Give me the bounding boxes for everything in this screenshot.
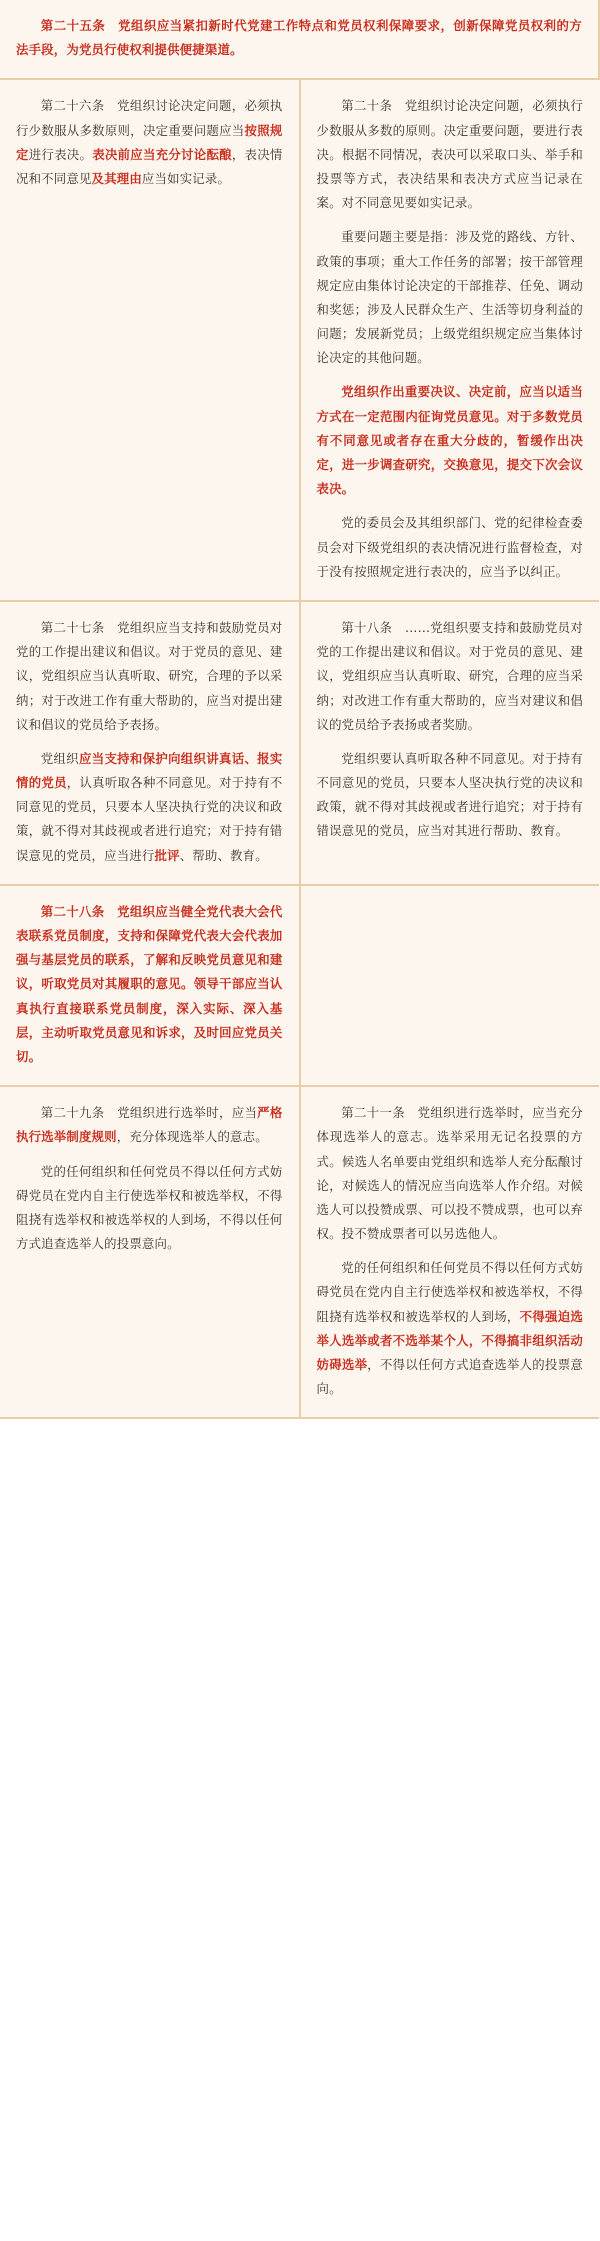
highlighted-text: 应当支持和保护向组织讲真话、报实情的党员: [16, 750, 283, 791]
row-29-right-cell: [300, 1086, 600, 1418]
table-row: [0, 79, 599, 601]
row-26-left-cell: [0, 79, 300, 601]
highlighted-text: 不得强迫选举人选举或者不选举某个人，不得搞非组织活动妨碍选举: [316, 1308, 583, 1372]
paragraph: [317, 511, 584, 584]
table-row: [0, 0, 599, 79]
table-row: [0, 885, 599, 1086]
highlighted-text: 严格执行选举制度规则: [16, 1105, 283, 1145]
highlighted-text: 第二十八条 党组织应当健全党代表大会代表联系党员制度，支持和保障党代表大会代表加强与基层党员的联系，了解和反映党员意见和建议，听取党员对其履职的意见。领导干部应当认真执行直接联系党员制度，深入实际、深入基层，主动听取党员意见和诉求，及时回应党员关切。: [16, 903, 283, 1064]
body-text: ，充分体现选举人的意志。: [116, 1129, 268, 1145]
body-text: 党组织要认真听取各种不同意见。对于持有不同意见的党员，只要本人坚决执行党的决议和政策，就不得对其歧视或者进行追究；对于持有错误意见的党员，应当对其进行帮助、教育。: [316, 750, 583, 839]
body-text: 党组织: [40, 750, 79, 766]
body-text: 进行表决。: [28, 146, 93, 162]
body-text: ，表决情况和不同意见: [16, 146, 283, 186]
paragraph: [16, 94, 283, 191]
paragraph: [16, 616, 283, 737]
table-row: [0, 1086, 599, 1418]
row-25-left-cell: [0, 0, 599, 79]
body-text: 党的委员会及其组织部门、党的纪律检查委员会对下级党组织的表决情况进行监督检查，对于没有按照规定进行表决的，应当予以纠正。: [316, 515, 583, 579]
body-text: 第二十七条 党组织应当支持和鼓励党员对党的工作提出建议和倡议。对于党员的意见、建议，党组织应当认真听取、研究，合理的予以采纳；对于改进工作有重大帮助的，应当对提出建议和倡议的党员给予表扬。: [16, 619, 283, 732]
paragraph: [16, 747, 283, 868]
row-27-right-cell: [300, 601, 600, 885]
body-text: ，认真听取各种不同意见。对于持有不同意见的党员，只要本人坚决执行党的决议和政策，就不得对其歧视或者进行追究；对于持有错误意见的党员，应当进行: [16, 775, 283, 863]
highlighted-text: 及其理由: [91, 170, 142, 186]
row-28-left-cell: [0, 885, 300, 1086]
paragraph: [16, 14, 582, 62]
highlighted-text: 党组织作出重要决议、决定前，应当以适当方式在一定范围内征询党员意见。对于多数党员有不同意见或者存在重大分歧的，暂缓作出决定，进一步调查研究，交换意见，提交下次会议表决。: [316, 384, 583, 497]
body-text: 党的任何组织和任何党员不得以任何方式妨碍党员在党内自主行使选举权和被选举权，不得阻挠有选举权和被选举权的人到场，: [316, 1260, 583, 1324]
body-text: 第二十六条 党组织讨论决定问题，必须执行少数服从多数原则，决定重要问题应当: [16, 98, 283, 138]
body-text: 应当如实记录。: [141, 170, 231, 186]
paragraph: [16, 1160, 283, 1257]
row-29-left-cell: [0, 1086, 300, 1418]
highlighted-text: 第二十五条 党组织应当紧扣新时代党建工作特点和党员权利保障要求，创新保障党员权利的方法手段，为党员行使权利提供便捷渠道。: [16, 18, 582, 58]
body-text: 第二十条 党组织讨论决定问题，必须执行少数服从多数的原则。决定重要问题，要进行表决。根据不同情况，表决可以采取口头、举手和投票等方式，表决结果和表决方式应当记录在案。对不同意见要如实记录。: [316, 98, 583, 211]
paragraph: [317, 616, 584, 737]
paragraph: [317, 225, 584, 370]
body-text: 第十八条 ……党组织要支持和鼓励党员对党的工作提出建议和倡议。对于党员的意见、建议，党组织应当认真听取、研究，合理的应当采纳；对改进工作有重大帮助的，应当对建议和倡议的党员给予表扬或者奖励。: [316, 619, 583, 732]
body-text: 第二十九条 党组织进行选举时，应当: [40, 1105, 258, 1121]
row-27-left-cell: [0, 601, 300, 885]
paragraph: [16, 1101, 283, 1149]
highlighted-text: 批评: [154, 847, 180, 863]
paragraph: [317, 1101, 584, 1246]
row-26-right-cell: [300, 79, 600, 601]
highlighted-text: 按照规定: [16, 122, 283, 162]
table-row: [0, 601, 599, 885]
highlighted-text: 表决前应当充分讨论酝酿: [92, 146, 232, 162]
paragraph: [317, 747, 584, 844]
paragraph: [16, 900, 283, 1069]
paragraph: [317, 94, 584, 215]
paragraph: [317, 1256, 584, 1401]
body-text: 党的任何组织和任何党员不得以任何方式妨碍党员在党内自主行使选举权和被选举权，不得阻挠有选举权和被选举权的人到场，不得以任何方式追查选举人的投票意向。: [16, 1163, 283, 1252]
body-text: 重要问题主要是指：涉及党的路线、方针、政策的事项；重大工作任务的部署；按干部管理规定应由集体讨论决定的干部推荐、任免、调动和奖惩；涉及人民群众生产、生活等切身利益的问题；发展新党员；上级党组织规定应当集体讨论决定的其他问题。: [316, 229, 583, 366]
paragraph: [317, 380, 584, 501]
body-text: ，不得以任何方式追查选举人的投票意向。: [316, 1357, 583, 1397]
body-text: 、帮助、教育。: [179, 847, 268, 863]
body-text: 第二十一条 党组织进行选举时，应当充分体现选举人的意志。选举采用无记名投票的方式。候选人名单要由党组织和选举人充分酝酿讨论，对候选人的情况应当向选举人作介绍。对候选人可以投赞成票、可以投不赞成票，也可以弃权。投不赞成票者可以另选他人。: [316, 1105, 583, 1242]
row-28-right-cell: [300, 885, 600, 1086]
